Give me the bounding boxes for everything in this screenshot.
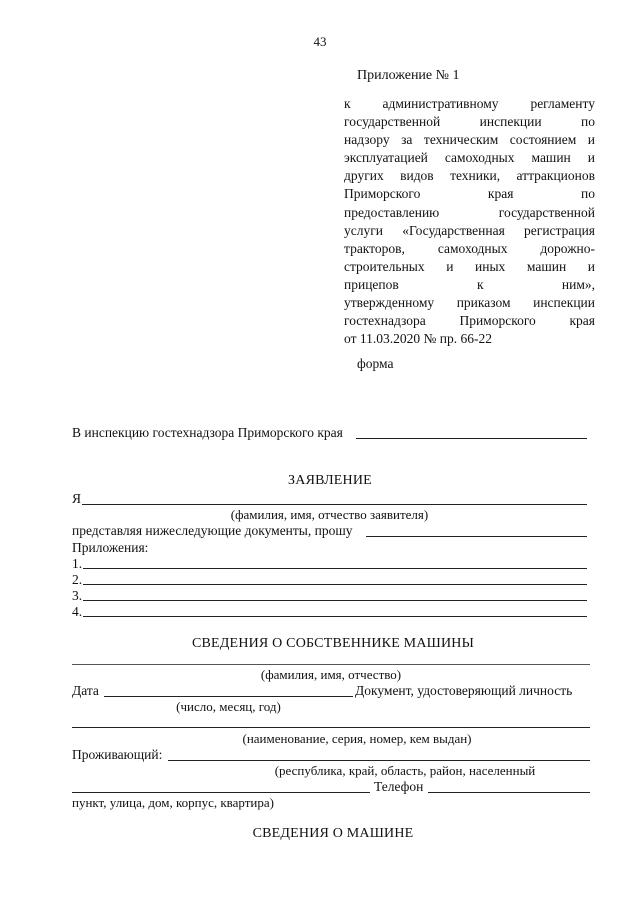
owner-fio-field[interactable]: [72, 664, 590, 665]
annex-line: от 11.03.2020 № пр. 66-22: [344, 331, 492, 347]
page-number: 43: [313, 34, 327, 49]
presenting-text: представляя нижеследующие документы, прошу: [72, 523, 353, 538]
annex-line: эксплуатацией самоходных машин и: [344, 150, 595, 166]
identity-document-label: Документ, удостоверяющий личность: [355, 683, 573, 698]
machine-section-title: СВЕДЕНИЯ О МАШИНЕ: [252, 826, 414, 841]
annex-line: тракторов, самоходных дорожно-: [344, 240, 595, 256]
annex-line: строительных и иных машин и: [344, 258, 595, 274]
phone-label: Телефон: [374, 779, 424, 794]
annex-line: к административному регламенту: [344, 96, 595, 111]
i-label: Я: [72, 491, 82, 506]
attachment-number: 4.: [72, 604, 83, 619]
annex-line: предоставлению государственной: [344, 204, 595, 220]
address-caption-2: пункт, улица, дом, корпус, квартира): [72, 795, 274, 810]
statement-title: ЗАЯВЛЕНИЕ: [288, 473, 372, 488]
annex-line: других видов техники, аттракционов: [344, 168, 595, 184]
annex-line: прицепов к ним»,: [344, 276, 595, 292]
attachment-field[interactable]: [83, 600, 587, 601]
address-continued-field[interactable]: [72, 792, 370, 793]
phone-field[interactable]: [428, 792, 590, 793]
attachment-number: 3.: [72, 588, 83, 603]
annex-reference: [344, 95, 595, 348]
residence-label: Проживающий:: [72, 747, 163, 762]
addressee-field[interactable]: [356, 438, 587, 439]
owner-fio-caption: (фамилия, имя, отчество): [260, 667, 402, 682]
annex-line: надзору за техническим состоянием и: [344, 132, 595, 148]
annex-line: государственной инспекции по: [344, 114, 595, 130]
owner-section-title: СВЕДЕНИЯ О СОБСТВЕННИКЕ МАШИНЫ: [191, 636, 474, 651]
attachment-field[interactable]: [83, 584, 587, 585]
identity-document-field[interactable]: [72, 727, 590, 728]
request-field[interactable]: [366, 536, 587, 537]
form-label: форма: [357, 356, 394, 371]
attachment-field[interactable]: [83, 568, 587, 569]
date-field[interactable]: [104, 696, 353, 697]
identity-document-caption: (наименование, серия, номер, кем выдан): [242, 731, 472, 746]
date-label: Дата: [72, 683, 99, 698]
residence-field[interactable]: [168, 760, 590, 761]
applicant-fio-field[interactable]: [82, 504, 587, 505]
addressee-label: В инспекцию гостехнадзора Приморского края: [72, 425, 343, 440]
applicant-fio-caption: (фамилия, имя, отчество заявителя): [230, 507, 429, 522]
annex-line: утвержденному приказом инспекции: [344, 295, 595, 311]
address-caption-1: (республика, край, область, район, населенный: [274, 763, 536, 778]
attachment-field[interactable]: [83, 616, 587, 617]
annex-line: гостехнадзора Приморского края: [344, 313, 595, 329]
date-caption: (число, месяц, год): [176, 699, 281, 714]
annex-line: Приморского края по: [344, 186, 595, 202]
attachment-number: 2.: [72, 572, 83, 587]
annex-line: услуги «Государственная регистрация: [344, 222, 595, 238]
attachments-label: Приложения:: [72, 540, 149, 555]
annex-title: Приложение № 1: [357, 68, 460, 83]
attachment-number: 1.: [72, 556, 83, 571]
